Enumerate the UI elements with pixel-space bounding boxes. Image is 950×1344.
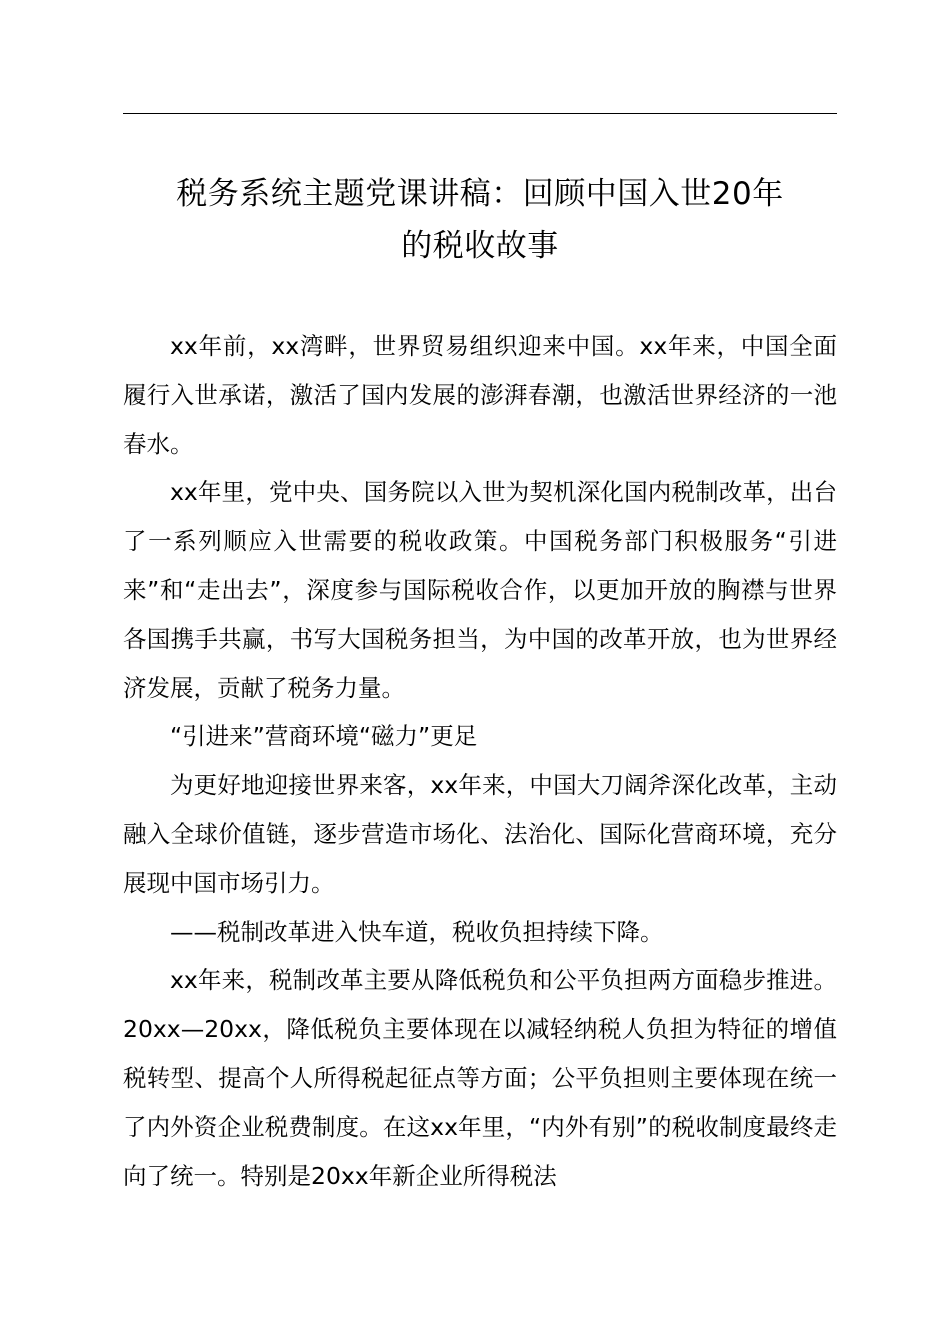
title-line-1: 税务系统主题党课讲稿：回顾中国入世20年 [176, 176, 784, 212]
paragraph-1: xx年前，xx湾畔，世界贸易组织迎来中国。xx年来，中国全面履行入世承诺，激活了国内发展的澎湃春潮，也激活世界经济的一池春水。 [123, 332, 837, 458]
header-rule [123, 113, 837, 114]
section-heading: “引进来”营商环境“磁力”更足 [170, 722, 478, 751]
document-body [123, 322, 837, 1200]
title-line-2: 的税收故事 [401, 228, 559, 264]
subheading: ——税制改革进入快车道，税收负担持续下降。 [170, 917, 664, 946]
document-title [123, 168, 837, 272]
paragraph-2: xx年里，党中央、国务院以入世为契机深化国内税制改革，出台了一系列顺应入世需要的税收政策。中国税务部门积极服务“引进来”和“走出去”，深度参与国际税收合作，以更加开放的胸襟与世界各国携手共赢，书写大国税务担当，为中国的改革开放，也为世界经济发展，贡献了税务力量。 [123, 478, 837, 702]
paragraph-3: 为更好地迎接世界来客，xx年来，中国大刀阔斧深化改革，主动融入全球价值链，逐步营造市场化、法治化、国际化营商环境，充分展现中国市场引力。 [123, 771, 837, 897]
paragraph-4: xx年来，税制改革主要从降低税负和公平负担两方面稳步推进。20xx—20xx，降低税负主要体现在以减轻纳税人负担为特征的增值税转型、提高个人所得税起征点等方面；公平负担则主要体现在统一了内外资企业税费制度。在这xx年里，“内外有别”的税收制度最终走向了统一。特别是20xx年新企业所得税法 [123, 966, 837, 1190]
